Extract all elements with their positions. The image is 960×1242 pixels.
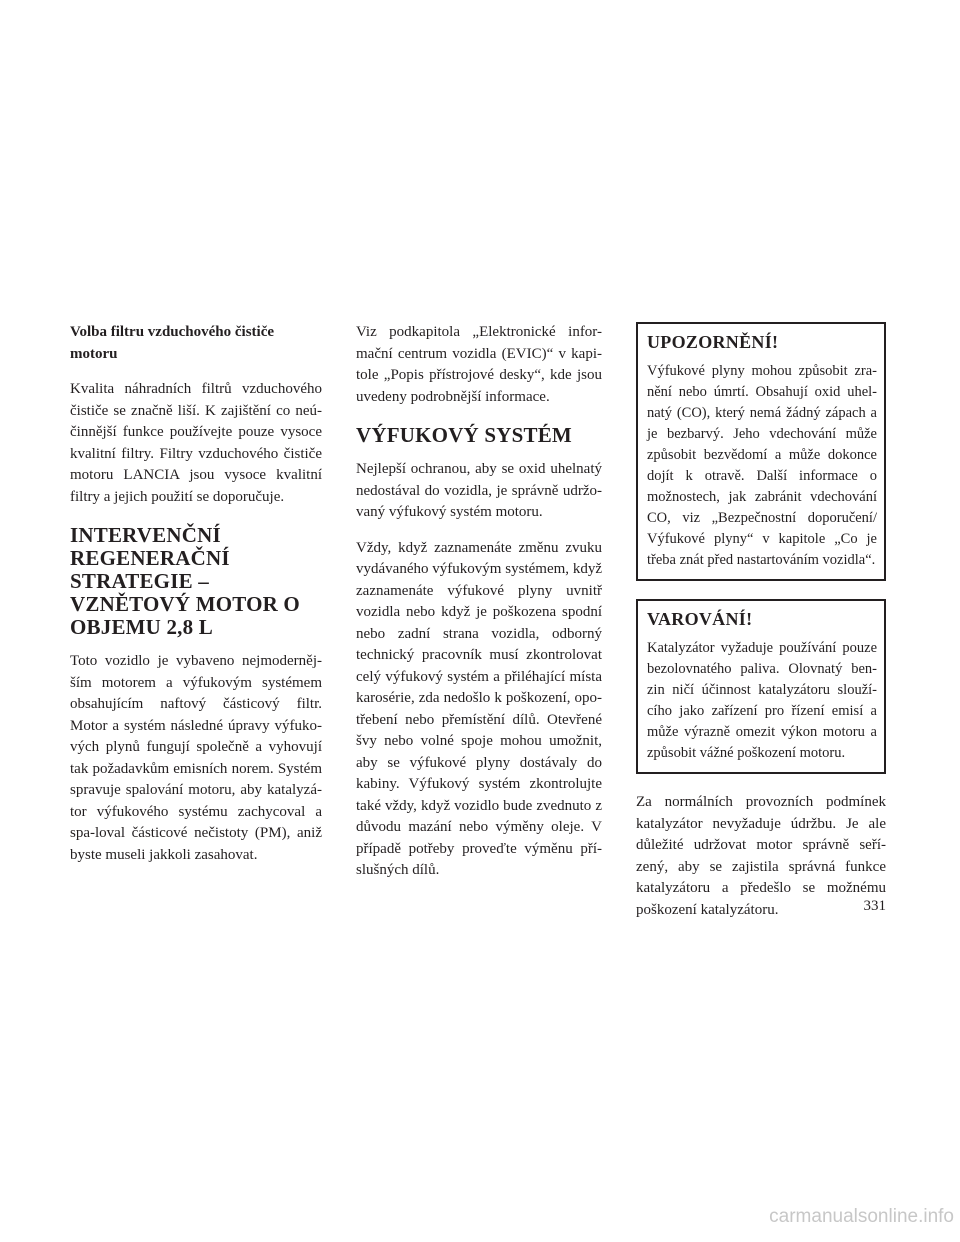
paragraph-air-filter: Kvalita náhradních filtrů vzduchového čističe se značně liší. K zajištění co neú-činnější funkce používejte pouze vysoce kvalitní filtry. Filtry vzduchového čističe motoru LANCIA jsou vysoce kvalitní filtry a jejich použití se doporučuje. <box>70 381 322 505</box>
watermark: carmanualsonline.info <box>769 1206 954 1227</box>
section-heading-exhaust: VÝFUKOVÝ SYSTÉM <box>356 423 572 447</box>
paragraph-exhaust-protection: Nejlepší ochranou, aby se oxid uhelnatý nedostával do vozidla, je správně udržo-vaný výfukový systém motoru. <box>356 461 602 520</box>
column-right <box>636 322 886 935</box>
paragraph-evic-reference: Viz podkapitola „Elektronické infor-mační centrum vozidla (EVIC)“ v kapi-tole „Popis přístrojové desky“, kde jsou uvedeny podrobnější informace. <box>356 324 602 405</box>
paragraph-catalyst: Za normálních provozních podmínek katalyzátor nevyžaduje údržbu. Je ale důležité udržovat motor správně seří-zený, aby se zajistila správná funkce katalyzátoru a předešlo se možnému poškození katalyzátoru. <box>636 794 886 918</box>
caution-title: UPOZORNĚNÍ! <box>647 332 779 352</box>
page-number: 331 <box>863 898 886 914</box>
column-left <box>70 322 322 880</box>
column-middle <box>356 322 602 896</box>
paragraph-regeneration: Toto vozidlo je vybaveno nejmoderněj-ším motorem a výfukovým systémem obsahujícím naftový částicový filtr. Motor a systém následné úpravy výfuko-vých plynů fungují společně a vyhovují tak požadavkům emisních norem. Systém spravuje spalování motoru, aby katalyzá-tor výfukového systému zachycoval a spa-loval částicové nečistoty (PM), aniž byste museli jakkoli zasahovat. <box>70 653 322 863</box>
warning-text: Katalyzátor vyžaduje používání pouze bezolovnatého paliva. Olovnatý ben-zin ničí účinnost katalyzátoru slouží-cího jako zařízení pro řízení emisí a může výrazně omezit výkon motoru a způsobit vážné poškození motoru. <box>647 640 877 761</box>
section-heading-regeneration: INTERVENČNÍ REGENERAČNÍ STRATEGIE – VZNĚTOVÝ MOTOR O OBJEMU 2,8 L <box>70 523 300 639</box>
warning-box <box>636 599 886 774</box>
caution-text: Výfukové plyny mohou způsobit zra-nění nebo úmrtí. Obsahují oxid uhel-natý (CO), který nemá žádný zápach a je bezbarvý. Jeho vdechování může způsobit bezvědomí a může dokonce dojít k otravě. Další informace o možnostech, jak zabránit vdechování CO, viz „Bezpečnostní doporučení/ Výfukové plyny“ v kapitole „Co je třeba znát před nastartováním vozidla“. <box>647 363 877 568</box>
section-subheading: Volba filtru vzduchového čističe motoru <box>70 324 275 362</box>
caution-box <box>636 322 886 581</box>
paragraph-exhaust-inspection: Vždy, když zaznamenáte změnu zvuku vydávaného výfukovým systémem, když zaznamenáte výfukové plyny uvnitř vozidla nebo když je poškozena spodní nebo zadní strana vozidla, odborný technický pracovník musí zkontrolovat celý výfukový systém a přiléhající místa karosérie, zda nedošlo k poškození, opo-třebení nebo přemístění dílů. Otevřené švy nebo volné spoje mohou umožnit, aby se výfukové plyny dostávaly do kabiny. Výfukový systém zkontrolujte také vždy, když vozidlo bude zvednuto z důvodu mazání nebo výměny oleje. V případě potřeby proveďte výměnu pří-slušných dílů. <box>356 539 602 878</box>
warning-title: VAROVÁNÍ! <box>647 609 753 629</box>
